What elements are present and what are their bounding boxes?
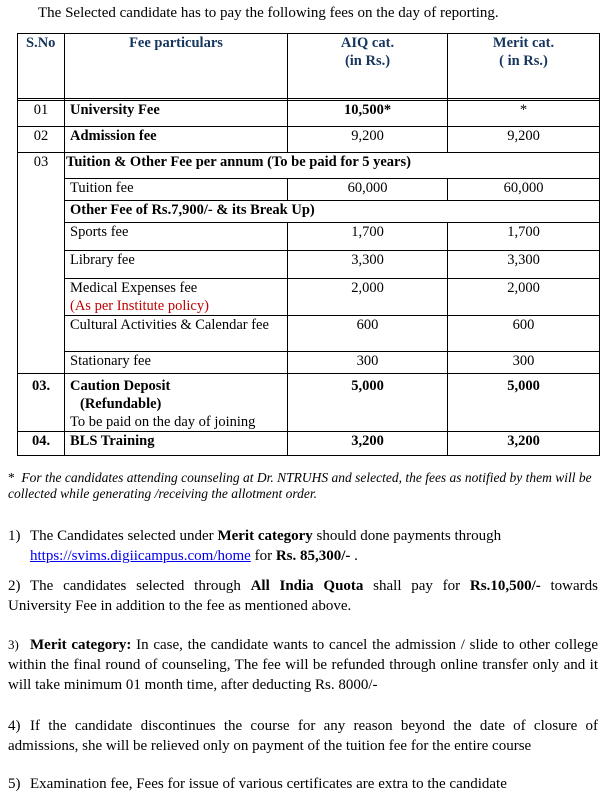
header-merit <box>448 34 600 99</box>
header-aiq-line1: AIQ cat. <box>340 35 395 51</box>
admission-aiq: 9,200 <box>288 127 448 153</box>
empty-sno-cell <box>18 279 65 316</box>
point-1-post: for <box>250 548 276 564</box>
point-5 <box>8 774 598 794</box>
point-1-amount: Rs. 85,300/- <box>275 548 351 564</box>
footnote-text: For the candidates attending counseling at Dr. NTRUHS and selected, the fees as notified by them will be collected while generating /receiving the allotment order. <box>8 470 592 501</box>
tuition-merit: 60,000 <box>448 179 600 201</box>
bls-aiq: 3,200 <box>288 432 448 456</box>
point-1-mid: should done payments through <box>312 528 502 544</box>
caution-sno: 03. <box>18 374 65 432</box>
empty-sno-cell <box>18 251 65 279</box>
table-row-caution <box>18 374 600 432</box>
medical-cell <box>65 279 288 316</box>
cultural-aiq: 600 <box>288 316 448 352</box>
point-1 <box>8 526 598 566</box>
header-aiq <box>288 34 448 99</box>
point-1-number: 1) <box>8 528 21 544</box>
footnote-star: * <box>8 470 15 485</box>
medical-merit: 2,000 <box>448 279 600 316</box>
tuition-section-sno: 03 <box>18 153 65 179</box>
library-aiq: 3,300 <box>288 251 448 279</box>
sports-merit: 1,700 <box>448 223 600 251</box>
university-label: University Fee <box>65 101 288 127</box>
medical-aiq: 2,000 <box>288 279 448 316</box>
table-row-library <box>18 251 600 279</box>
footnote <box>8 470 598 502</box>
point-5-text: Examination fee, Fees for issue of various certificates are extra to the candidate <box>30 776 507 792</box>
caution-aiq: 5,000 <box>288 374 448 432</box>
point-3-text: In case, the candidate wants to cancel the admission / slide to other college within the final round of counseling, The fee will be refunded through online transfer only and it will take minimum 01 month time, after deducting Rs. 8000/- <box>8 637 598 693</box>
header-aiq-line2: (in Rs.) <box>344 53 391 69</box>
point-1-pre: The Candidates selected under <box>30 528 218 544</box>
sports-aiq: 1,700 <box>288 223 448 251</box>
fee-table <box>17 33 600 456</box>
empty-sno-cell <box>18 316 65 352</box>
table-row-sports <box>18 223 600 251</box>
tuition-aiq: 60,000 <box>288 179 448 201</box>
stationary-label: Stationary fee <box>65 352 288 374</box>
header-merit-line2: ( in Rs.) <box>499 53 548 69</box>
caution-cell <box>65 374 288 432</box>
library-label: Library fee <box>65 251 288 279</box>
university-sno: 01 <box>18 101 65 127</box>
admission-sno: 02 <box>18 127 65 153</box>
table-row-stationary <box>18 352 600 374</box>
university-merit: * <box>448 101 600 127</box>
point-3 <box>8 635 598 695</box>
bls-merit: 3,200 <box>448 432 600 456</box>
stationary-aiq: 300 <box>288 352 448 374</box>
other-section-label: Other Fee of Rs.7,900/- & its Break Up) <box>65 201 600 223</box>
point-2-bold: All India Quota <box>250 578 364 594</box>
caution-refundable: (Refundable) <box>80 396 162 412</box>
tuition-label: Tuition fee <box>65 179 288 201</box>
table-row-medical <box>18 279 600 316</box>
point-5-number: 5) <box>8 776 21 792</box>
admission-label: Admission fee <box>65 127 288 153</box>
point-2-pre: The candidates selected through <box>30 578 251 594</box>
point-2 <box>8 576 598 616</box>
bls-label: BLS Training <box>65 432 288 456</box>
table-row-tuition <box>18 179 600 201</box>
library-merit: 3,300 <box>448 251 600 279</box>
point-4 <box>8 716 598 756</box>
point-3-bold: Merit category: <box>30 637 132 653</box>
header-merit-line1: Merit cat. <box>492 35 555 51</box>
page-heading: The Selected candidate has to pay the following fees on the day of reporting. <box>38 5 499 21</box>
point-4-text: If the candidate discontinues the course for any reason beyond the date of closure of admissions, she will be relieved only on payment of the tuition fee for the entire course <box>8 718 598 754</box>
point-2-number: 2) <box>8 578 21 594</box>
point-2-amount: Rs.10,500/- <box>469 578 541 594</box>
caution-note: To be paid on the day of joining <box>70 414 256 430</box>
table-row-other-section <box>18 201 600 223</box>
point-3-number: 3) <box>8 637 19 652</box>
caution-label: Caution Deposit <box>70 378 171 394</box>
header-particulars: Fee particulars <box>65 34 288 99</box>
tuition-section-label: Tuition & Other Fee per annum (To be paid for 5 years) <box>65 153 600 179</box>
medical-policy-note: (As per Institute policy) <box>70 298 209 314</box>
table-row-university <box>18 101 600 127</box>
payment-portal-link[interactable]: https://svims.digiicampus.com/home <box>30 548 251 564</box>
cultural-merit: 600 <box>448 316 600 352</box>
empty-sno-cell <box>18 179 65 201</box>
point-4-number: 4) <box>8 718 21 734</box>
caution-merit: 5,000 <box>448 374 600 432</box>
point-1-bold: Merit category <box>217 528 313 544</box>
point-2-mid: shall pay for <box>363 578 470 594</box>
table-row-admission <box>18 127 600 153</box>
medical-label: Medical Expenses fee <box>70 280 198 296</box>
admission-merit: 9,200 <box>448 127 600 153</box>
empty-sno-cell <box>18 201 65 223</box>
bls-sno: 04. <box>18 432 65 456</box>
empty-sno-cell <box>18 223 65 251</box>
table-header-row <box>18 34 600 99</box>
table-row-cultural <box>18 316 600 352</box>
cultural-label: Cultural Activities & Calendar fee <box>65 316 288 352</box>
stationary-merit: 300 <box>448 352 600 374</box>
header-sno: S.No <box>18 34 65 99</box>
university-aiq: 10,500* <box>288 101 448 127</box>
point-1-end: . <box>350 548 358 564</box>
table-row-tuition-section <box>18 153 600 179</box>
sports-label: Sports fee <box>65 223 288 251</box>
point-2-end: towards University Fee in addition to the fee as mentioned above. <box>8 578 598 614</box>
table-row-bls <box>18 432 600 456</box>
empty-sno-cell <box>18 352 65 374</box>
